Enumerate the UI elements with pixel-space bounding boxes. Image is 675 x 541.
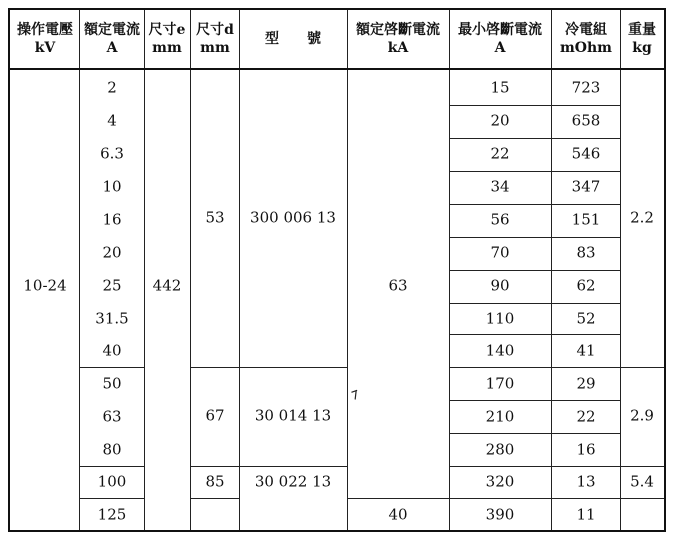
row-divider [449,270,620,271]
min-breaking-cell: 390 [485,505,515,524]
rated-current-cell: 80 [102,440,122,459]
col-divider [620,10,621,530]
rated-current-cell: 16 [102,210,122,229]
model-cell: 30 014 13 [254,406,332,425]
rated-current-cell: 4 [107,111,117,130]
min-breaking-cell: 140 [485,341,515,360]
rated-current-cell: 50 [102,374,122,393]
dim-d-cell: 53 [205,208,225,227]
cold-resistance-cell: 347 [571,177,601,196]
row-divider [449,105,620,106]
cold-resistance-cell: 83 [576,243,596,262]
cold-resistance-cell: 52 [576,309,596,328]
rated-current-cell: 10 [102,177,122,196]
row-divider [551,367,664,368]
rated-breaking-cell: 63 [388,276,408,295]
rated-current-cell: 125 [97,505,127,524]
rated-current-cell: 100 [97,472,127,491]
cold-resistance-cell: 41 [576,341,596,360]
rated-current-cell: 20 [102,243,122,262]
rated-current-cell: 40 [102,341,122,360]
row-divider [190,498,239,499]
row-divider [449,303,620,304]
cold-resistance-cell: 13 [576,472,596,491]
min-breaking-cell: 56 [490,210,510,229]
row-divider [190,367,347,368]
row-divider [449,204,620,205]
min-breaking-cell: 280 [485,440,515,459]
header-dim-e: 尺寸e mm [148,22,186,56]
row-divider [551,466,664,467]
row-divider [449,367,551,368]
cold-resistance-cell: 151 [571,210,601,229]
dim-d-cell: 85 [205,472,225,491]
weight-cell: 5.4 [630,472,654,491]
row-divider [79,466,144,467]
min-breaking-cell: 110 [485,309,515,328]
cold-resistance-cell: 16 [576,440,596,459]
rated-current-cell: 25 [102,276,122,295]
min-breaking-cell: 34 [490,177,510,196]
min-breaking-cell: 90 [490,276,510,295]
voltage-cell: 10-24 [23,276,67,295]
row-divider [449,237,620,238]
weight-cell: 2.2 [630,208,654,227]
col-divider [347,10,348,530]
min-breaking-cell: 170 [485,374,515,393]
header-divider [10,68,664,70]
rated-current-cell: 31.5 [95,309,129,328]
header-model: 型 號 [265,31,321,47]
min-breaking-cell: 15 [490,78,510,97]
cold-resistance-cell: 546 [571,144,601,163]
min-breaking-cell: 320 [485,472,515,491]
row-divider [449,466,551,467]
min-breaking-cell: 210 [485,407,515,426]
row-divider [449,433,620,434]
header-weight: 重量 kg [628,22,656,56]
min-breaking-cell: 20 [490,111,510,130]
row-divider [190,466,347,467]
header-voltage: 操作電壓 kV [17,22,73,56]
header-dim-d: 尺寸d mm [196,22,234,56]
min-breaking-cell: 22 [490,144,510,163]
cold-resistance-cell: 11 [576,505,596,524]
row-divider [347,498,664,499]
cold-resistance-cell: 22 [576,407,596,426]
col-divider [79,10,80,530]
weight-cell: 2.9 [630,406,654,425]
rated-breaking-cell: 40 [388,505,408,524]
header-rated-breaking: 額定啓斷電流 kA [356,22,440,56]
model-cell: 30 022 13 [254,472,332,491]
dim-d-cell: 67 [205,406,225,425]
col-divider [144,10,145,530]
ratings-table [8,8,666,532]
col-divider [190,10,191,530]
row-divider [79,498,144,499]
header-min-breaking: 最小啓斷電流 A [458,22,542,56]
row-divider [449,400,620,401]
row-divider [79,367,144,368]
row-divider [449,138,620,139]
row-divider [449,171,620,172]
col-divider [239,10,240,530]
row-divider [449,334,620,335]
min-breaking-cell: 70 [490,243,510,262]
cold-resistance-cell: 723 [571,78,601,97]
cold-resistance-cell: 658 [571,111,601,130]
dim-e-cell: 442 [152,276,182,295]
rated-current-cell: 6.3 [100,144,124,163]
model-cell: 300 006 13 [250,208,336,227]
cold-resistance-cell: 62 [576,276,596,295]
rated-current-cell: 2 [107,78,117,97]
header-cold-resistance: 冷電組 mOhm [559,22,613,56]
header-rated-current: 額定電流 A [84,22,140,56]
rated-current-cell: 63 [102,407,122,426]
cold-resistance-cell: 29 [576,374,596,393]
